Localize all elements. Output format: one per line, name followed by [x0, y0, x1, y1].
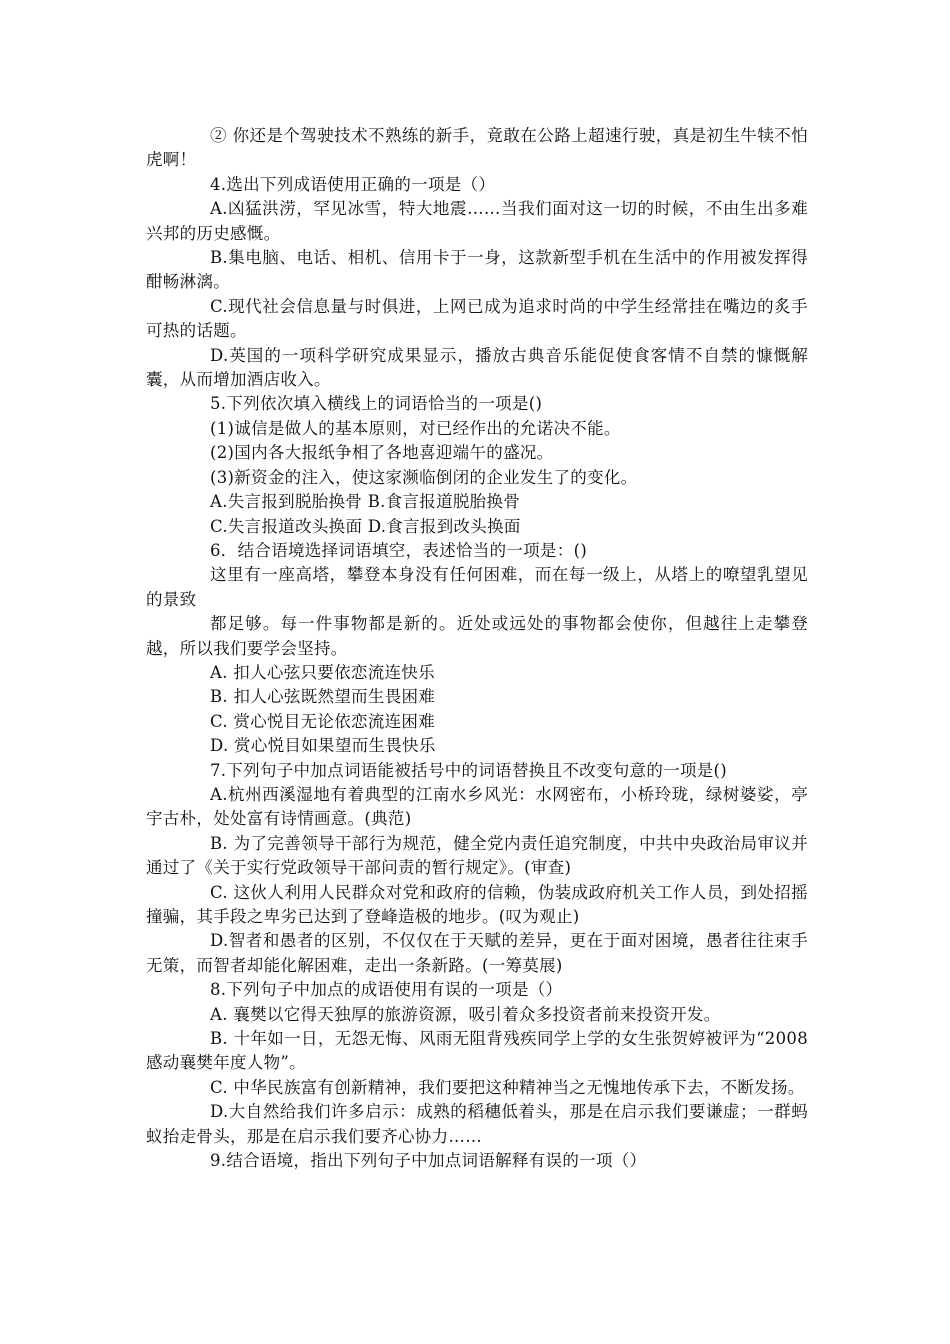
- question-7-stem: 7.下列句子中加点词语能被括号中的词语替换且不改变句意的一项是(): [210, 760, 728, 780]
- question-9-stem: 9.结合语境，指出下列句子中加点词语解释有误的一项（）: [210, 1151, 647, 1171]
- question-6-option-c: C. 赏心悦目无论依恋流连困难: [210, 711, 436, 731]
- question-6-stem: 6．结合语境选择词语填空，表述恰当的一项是：(): [210, 540, 588, 560]
- question-5-options-ab: A.失言报到脱胎换骨 B.食言报道脱胎换骨: [210, 492, 521, 512]
- question-6-option-d: D. 赏心悦目如果望而生畏快乐: [210, 736, 436, 756]
- question-4-option-d: D.英国的一项科学研究成果显示，播放古典音乐能促使食客情不自禁的慷慨解囊，从而增加酒店收入。: [146, 345, 808, 390]
- question-6-passage-1: 这里有一座高塔，攀登本身没有任何困难，而在每一级上，从塔上的嘹望乳望见的景致: [146, 565, 808, 609]
- question-6-passage-2: 都足够。每一件事物都是新的。近处或远处的事物都会使你，但越往上走攀登越，所以我们要学会坚持。: [146, 614, 808, 658]
- question-8-option-b: B. 十年如一日，无怨无悔、风雨无阻背残疾同学上学的女生张贺婷被评为“2008感动襄樊年度人物”。: [146, 1029, 808, 1073]
- question-5-sentence-3: (3)新资金的注入，使这家濒临倒闭的企业发生了的变化。: [210, 467, 638, 487]
- question-4-option-b: B.集电脑、电话、相机、信用卡于一身，这款新型手机在生活中的作用被发挥得酣畅淋漓。: [146, 248, 808, 292]
- question-8-option-d: D.大自然给我们许多启示：成熟的稻穗低着头，那是在启示我们要谦虚；一群蚂蚁抬走骨头，那是在启示我们要齐心协力……: [146, 1102, 808, 1146]
- question-7-option-c: C. 这伙人利用人民群众对党和政府的信赖，伪装成政府机关工作人员，到处招摇撞骗，其手段之卑劣已达到了登峰造极的地步。(叹为观止): [146, 882, 808, 926]
- question-4-option-c: C.现代社会信息量与时俱进，上网已成为追求时尚的中学生经常挂在嘴边的炙手可热的话题。: [146, 296, 808, 341]
- document-body: [146, 124, 808, 1173]
- question-7-option-d: D.智者和愚者的区别，不仅仅在于天赋的差异，更在于面对困境，愚者往往束手无策，而智者却能化解困难，走出一条新路。(一筹莫展): [146, 931, 808, 975]
- question-7-option-a: A.杭州西溪湿地有着典型的江南水乡风光：水网密布，小桥玲珑，绿树婆娑，亭宇古朴，处处富有诗情画意。(典范): [146, 784, 808, 829]
- question-4-stem: 4.选出下列成语使用正确的一项是（）: [210, 174, 496, 194]
- question-5-sentence-2: (2)国内各大报纸争相了各地喜迎端午的盛况。: [210, 443, 554, 463]
- question-4-option-a: A.凶猛洪涝，罕见冰雪，特大地震……当我们面对这一切的时候，不由生出多难兴邦的历史感慨。: [146, 199, 808, 243]
- question-5-options-cd: C.失言报道改头换面 D.食言报到改头换面: [210, 516, 521, 536]
- question-6-option-a: A. 扣人心弦只要依恋流连快乐: [210, 662, 435, 682]
- question-5-sentence-1: (1)诚信是做人的基本原则，对已经作出的允诺决不能。: [210, 418, 621, 438]
- question-8-option-a: A. 襄樊以它得天独厚的旅游资源，吸引着众多投资者前来投资开发。: [210, 1004, 721, 1024]
- question-8-stem: 8.下列句子中加点的成语使用有误的一项是（）: [210, 980, 563, 1000]
- paragraph: ② 你还是个驾驶技术不熟练的新手，竟敢在公路上超速行驶，真是初生牛犊不怕虎啊！: [146, 126, 808, 170]
- question-6-option-b: B. 扣人心弦既然望而生畏困难: [210, 687, 436, 707]
- question-7-option-b: B. 为了完善领导干部行为规范，健全党内责任追究制度，中共中央政治局审议并通过了《关于实行党政领导干部问责的暂行规定》。(审查): [146, 833, 808, 878]
- question-5-stem: 5.下列依次填入横线上的词语恰当的一项是(): [210, 394, 543, 414]
- question-8-option-c: C. 中华民族富有创新精神，我们要把这种精神当之无愧地传承下去，不断发扬。: [210, 1077, 805, 1097]
